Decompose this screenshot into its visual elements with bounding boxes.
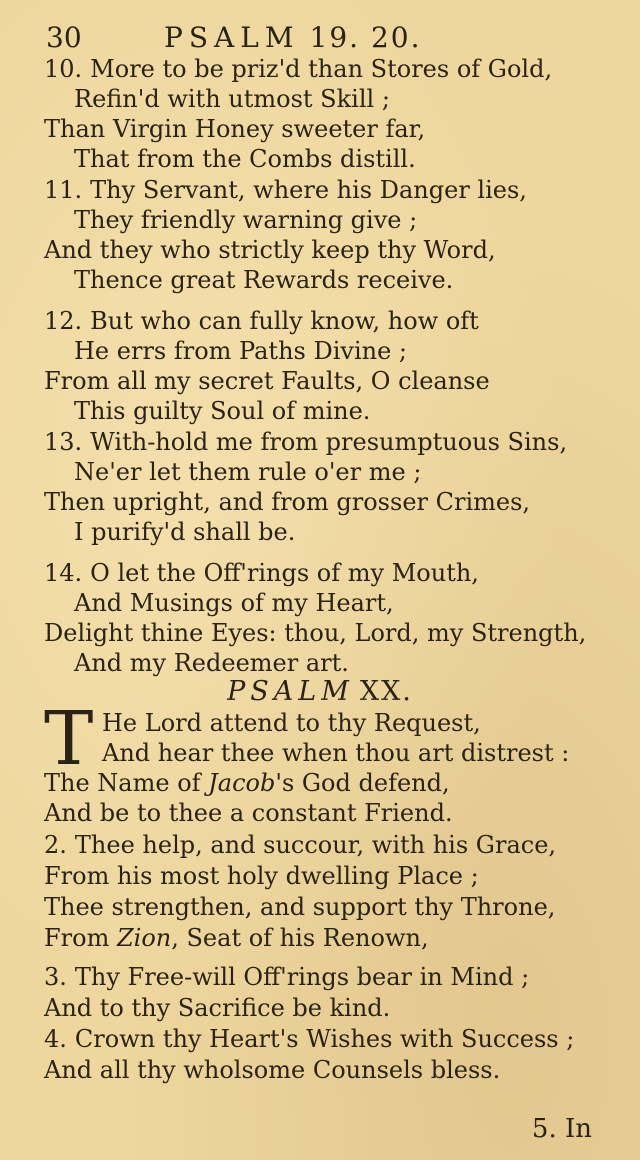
drop-cap: T [44,696,94,782]
verse-line: And Musings of my Heart, [74,589,394,617]
verse-line: Then upright, and from grosser Crimes, [44,488,531,516]
verse-line: From all my secret Faults, O cleanse [44,367,490,395]
psalm-heading-number: XX. [359,676,413,707]
verse-line: And all thy wholsome Counsels bless. [44,1056,501,1084]
verse-line [44,962,529,992]
catchword: 5. In [531,1114,592,1144]
verse-line: Refin'd with utmost Skill ; [74,85,390,113]
verse-line [44,427,567,457]
verse-line [44,830,556,860]
verse-number: 3. [44,963,67,991]
verse-line: Delight thine Eyes: thou, Lord, my Strength, [44,619,587,647]
verse-line [44,306,479,336]
page-header [46,20,606,56]
verse-line: From his most holy dwelling Place ; [44,862,479,890]
verse-line: He errs from Paths Divine ; [74,337,407,365]
verse-number: 13. [44,428,83,456]
verse-line [44,175,527,205]
verse-line [44,558,479,588]
verse-text: Crown thy Heart's Wishes with Success ; [74,1025,575,1053]
verse-text: Thy Free-will Off'rings bear in Mind ; [74,963,530,991]
verse-text: Thy Servant, where his Danger lies, [90,176,527,204]
verse-line [44,54,552,84]
verse-line: And they who strictly keep thy Word, [44,236,496,264]
verse-number: 11. [44,176,83,204]
verse-line: Ne'er let them rule o'er me ; [74,458,422,486]
verse-line: Than Virgin Honey sweeter far, [44,115,426,143]
verse-line [44,923,429,953]
verse-text: , Seat of his Renown, [171,924,429,952]
verse-line: That from the Combs distill. [74,145,416,173]
verse-line: And hear thee when thou art distrest : [102,739,570,767]
running-title [164,20,421,56]
verse-text: Thee help, and succour, with his Grace, [74,831,557,859]
psalm-heading-title: PSALM [227,676,354,707]
verse-number: 4. [44,1025,67,1053]
verse-line: This guilty Soul of mine. [74,397,371,425]
page-number: 30 [46,21,82,54]
verse-line: And be to thee a constant Friend. [44,799,453,827]
verse-number: 14. [44,559,83,587]
verse-text: From [44,924,117,952]
verse-number: 10. [44,55,83,83]
running-title-psalm-numbers: 19. 20. [309,21,422,54]
verse-line: I purify'd shall be. [74,518,296,546]
verse-number: 12. [44,307,83,335]
verse-text: 's God defend, [275,769,450,797]
verse-line: They friendly warning give ; [74,206,418,234]
verse-text: More to be priz'd than Stores of Gold, [90,55,553,83]
verse-number: 2. [44,831,67,859]
running-title-text: PSALM [164,21,300,54]
verse-line: He Lord attend to thy Request, [102,709,481,737]
psalm-heading [0,675,640,709]
italic-name: Zion [116,924,172,952]
verse-line [44,1024,574,1054]
verse-line: And to thy Sacrifice be kind. [44,994,391,1022]
verse-text: With-hold me from presumptuous Sins, [90,428,568,456]
verse-text: O let the Off'rings of my Mouth, [90,559,479,587]
italic-name: Jacob [208,769,276,797]
verse-line: Thee strengthen, and support thy Throne, [44,893,556,921]
verse-line: Thence great Rewards receive. [74,266,454,294]
verse-text: The Name of [44,769,209,797]
verse-line: And my Redeemer art. [74,649,349,677]
verse-text: But who can fully know, how oft [90,307,479,335]
verse-line [44,768,450,798]
